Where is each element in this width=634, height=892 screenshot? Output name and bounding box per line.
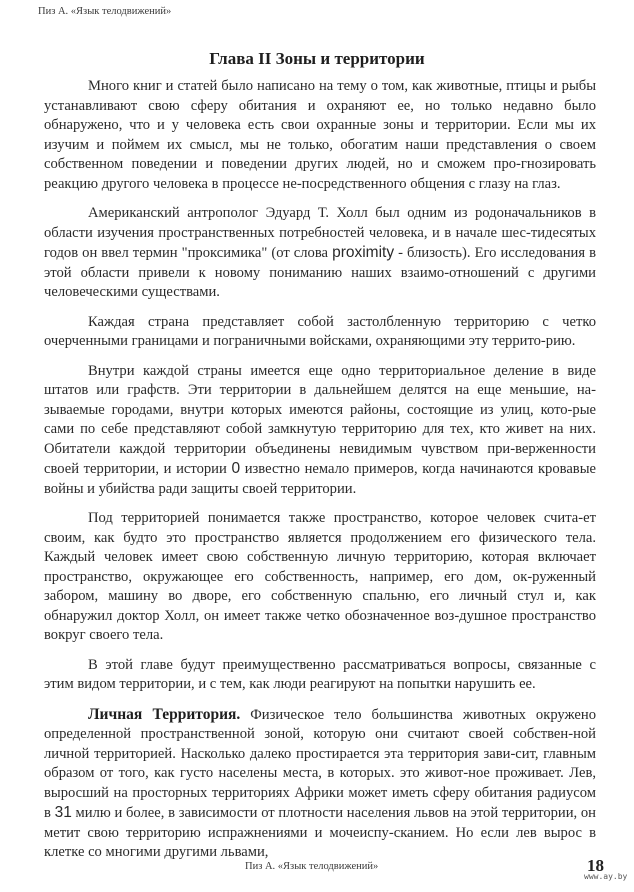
page-number: 18 bbox=[587, 856, 604, 875]
paragraph-text: Внутри каждой страны имеется еще одно территориальное деление в виде штатов или графств. Эти территории в дальнейшем делятся на еще меньшие, на-зываемые городами, внутри которых имеются районы, состоящие из улиц, кото-рые сами по себе представляют собой замкнутую территорию для тех, кто живет на них. Обитатели каждой территории объединены невидимым чувством при-верженности своей территории, и истории bbox=[44, 362, 596, 477]
term-proximity: proximity bbox=[332, 244, 395, 261]
paragraph-country: Каждая страна представляет собой застолбленную территорию с четко очерченными границами и пограничными войсками, охраняющими эту террито-рию. bbox=[44, 313, 596, 349]
paragraph-hall bbox=[44, 204, 596, 303]
paragraph-text: Физическое тело большинства животных окружено определенной пространственной зоной, которую они считают своей собствен-ной личной территорией. Насколько далеко простирается эта территория зави-сит, главным образом от того, как густо населены места, в которых. это живот-ное проживает. Лев, выросший на просторных территориях Африки может иметь сферу обитания радиусом в bbox=[44, 706, 597, 821]
paragraph-states bbox=[44, 362, 596, 500]
running-footer: Пиз А. «Язык телодвижений» bbox=[245, 861, 379, 872]
paragraph-text: милю и более, в зависимости от плотности населения львов на этой территории, он метит свою территорию испражнениями и мочеиспу-сканием. Но если лев вырос в клетке со многими другими львами, bbox=[44, 805, 596, 860]
paragraph-chapter-scope: В этой главе будут преимущественно рассматриваться вопросы, связанные с этим видом территории, и с тем, как люди реагируют на попытки нарушить ее. bbox=[44, 656, 596, 692]
watermark: www.ay.by bbox=[584, 872, 628, 881]
paragraph-text: Американский антрополог Эдуард Т. Холл был одним из родоначальников в области изучения пространственных потребностей человека, и в начале шес-тидесятых годов он ввел термин "проксимика" (от слова bbox=[44, 205, 596, 261]
paragraph-text: - близость). Его исследования в этой области привели к новому пониманию наших взаимо-отношений с другими человеческими существами. bbox=[44, 245, 596, 300]
paragraph-intro: Много книг и статей было написано на тему о том, как животные, птицы и рыбы устанавливают свою сферу обитания и охраняют ее, но только недавно было обнаружено, что и у человека есть свои охранные зоны и территории. Если мы их изучим и поймем их смысл, мы не только, обогатим наши представления о своем собственном поведении и поведении других людей, но и сможем про-гнозировать реакцию другого человека в процессе не-посредственного общения с глазу на глаз. bbox=[44, 78, 596, 192]
running-header: Пиз А. «Язык телодвижений» bbox=[38, 6, 172, 17]
paragraph-personal-territory bbox=[44, 705, 596, 863]
inline-number: 31 bbox=[54, 804, 72, 821]
section-heading: Личная Территория. bbox=[88, 705, 241, 723]
paragraph-text: известно немало примеров, когда начинаются кровавые войны и убийства ради защиты своей территории. bbox=[44, 461, 596, 497]
body-text bbox=[44, 77, 596, 873]
inline-digit: 0 bbox=[231, 460, 241, 477]
paragraph-personal-space: Под территорией понимается также пространство, которое человек счита-ет своим, как будто это пространство является продолжением его физического тела. Каждый человек имеет свою собственную личную территорию, которая включает пространство, окружающее его собственность, например, его дом, ок-руженный забором, машину во дворе, его собственную спальню, его личный стул и, как обнаружил доктор Холл, он имеет также четко обозначенное воз-душное пространство вокруг своего тела. bbox=[44, 510, 596, 643]
chapter-title: Глава II Зоны и территории bbox=[209, 49, 425, 68]
